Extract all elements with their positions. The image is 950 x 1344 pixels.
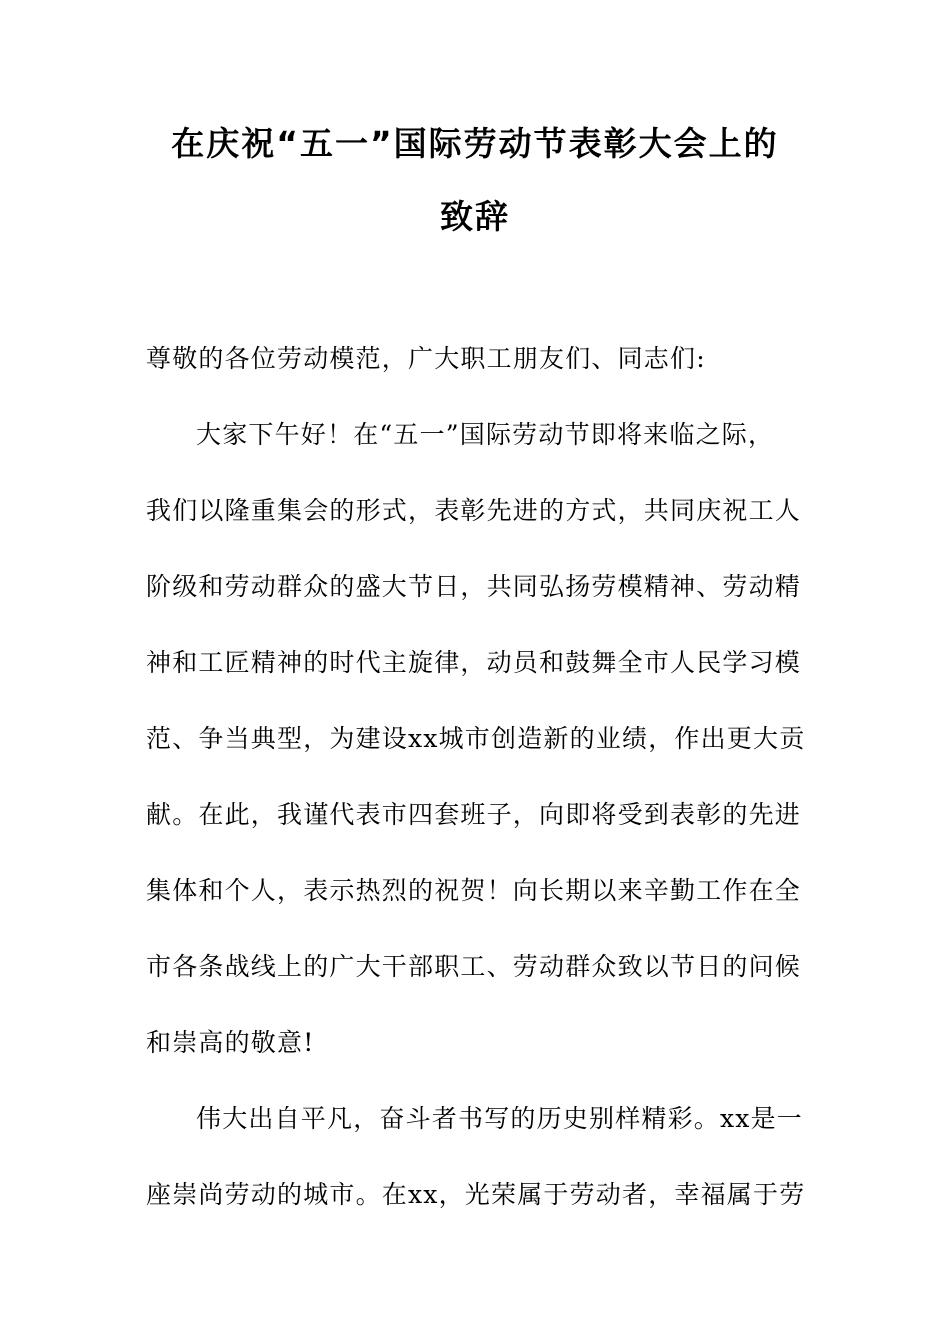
paragraph-2-line-1: 伟大出自平凡，奋斗者书写的历史别样精彩。xx是一 [196,1104,804,1133]
paragraph-1-line-9: 和崇高的敬意! [146,1028,315,1057]
paragraph-1-line-2: 我们以隆重集会的形式，表彰先进的方式，共同庆祝工人 [146,496,802,525]
document-title-line-2: 致辞 [440,197,510,236]
paragraph-1-line-5: 范、争当典型，为建设xx城市创造新的业绩，作出更大贡 [146,724,806,753]
salutation-line: 尊敬的各位劳动模范，广大职工朋友们、同志们: [146,344,706,373]
paragraph-1-line-6: 献。在此，我谨代表市四套班子，向即将受到表彰的先进 [146,800,802,829]
paragraph-1-line-1: 大家下午好！在“五一”国际劳动节即将来临之际， [196,420,775,449]
paragraph-2-line-2: 座崇尚劳动的城市。在xx，光荣属于劳动者，幸福属于劳 [146,1180,806,1209]
paragraph-1-line-8: 市各条战线上的广大干部职工、劳动群众致以节日的问候 [146,952,802,981]
paragraph-1-line-7: 集体和个人，表示热烈的祝贺！向长期以来辛勤工作在全 [146,876,802,905]
paragraph-1-line-4: 神和工匠精神的时代主旋律，动员和鼓舞全市人民学习模 [146,648,802,677]
paragraph-1-line-3: 阶级和劳动群众的盛大节日，共同弘扬劳模精神、劳动精 [146,572,802,601]
document-title-line-1: 在庆祝“五一”国际劳动节表彰大会上的 [171,124,779,163]
